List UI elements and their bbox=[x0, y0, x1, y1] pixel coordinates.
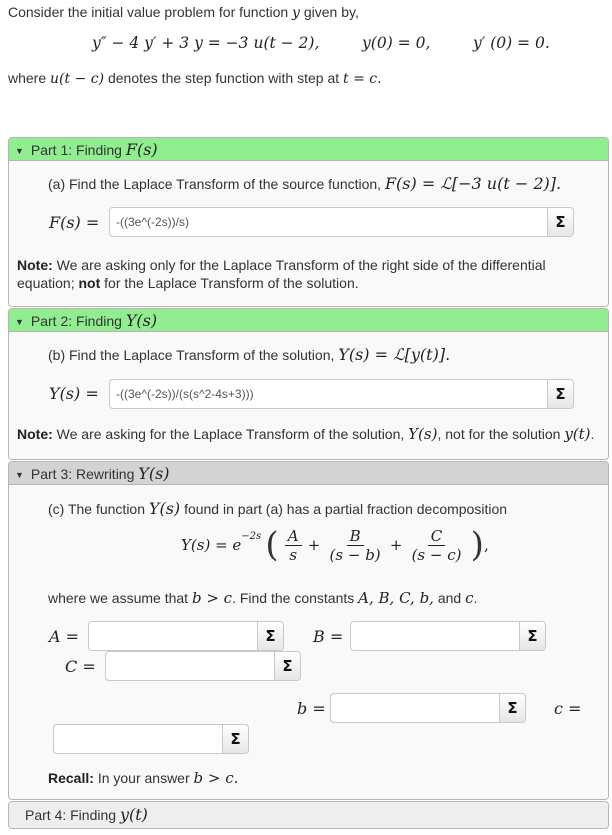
decomp-exponent: −2s bbox=[241, 530, 262, 542]
c-lower-label: c = bbox=[554, 699, 582, 718]
c-lower-sigma-button[interactable]: Σ bbox=[222, 725, 248, 753]
intro-text: Consider the initial value problem for function bbox=[8, 4, 289, 20]
part-4-header[interactable] bbox=[9, 802, 608, 829]
assume-vars: A, B, C, b, bbox=[358, 589, 434, 607]
note-text-2: for the Laplace Transform of the solution. bbox=[104, 275, 359, 291]
ode: y″ − 4 y′ + 3 y = −3 u(t − 2), bbox=[92, 34, 320, 52]
c-lower-answer-field bbox=[53, 724, 249, 754]
where-math: u(t − c) bbox=[50, 71, 105, 87]
question-a bbox=[48, 174, 561, 193]
recall-math: b > c. bbox=[193, 769, 239, 787]
assume-text: where we assume that bbox=[48, 590, 189, 606]
collapse-triangle-icon: ▼ bbox=[15, 317, 24, 327]
question-b-math: Y(s) = ℒ[y(t)]. bbox=[338, 345, 451, 364]
part-3-title-math: Y(s) bbox=[138, 464, 170, 483]
plus: + bbox=[307, 536, 321, 554]
y-of-s-label: Y(s) = bbox=[49, 384, 99, 403]
part-1-title: Part 1: Finding bbox=[30, 142, 122, 158]
question-a-math: F(s) = ℒ[−3 u(t − 2)]. bbox=[384, 174, 562, 193]
f-of-s-answer-field bbox=[109, 207, 574, 237]
y-of-s-answer-field bbox=[109, 379, 574, 409]
y-of-s-input[interactable] bbox=[110, 380, 547, 408]
plus: + bbox=[389, 536, 403, 554]
c-lower-input[interactable] bbox=[54, 725, 222, 753]
note-text: We are asking only for the Laplace Transform of the right side of the differential equation; bbox=[17, 257, 546, 291]
partial-fraction-decomposition: $Y(s) = e^{-2s}$ ( $\frac{A}{s}$ + $\frac{B}{(s - b)}$ + $\frac{C}{(s - c)}$ ), bbox=[181, 525, 489, 565]
fraction-a: $\frac{A}{s}$ bbox=[285, 527, 302, 564]
c-upper-label: C = bbox=[65, 657, 96, 676]
question-c bbox=[48, 499, 507, 518]
part-2-panel bbox=[8, 308, 609, 460]
recall-label: Recall: bbox=[48, 770, 94, 786]
part-3-title: Part 3: Rewriting bbox=[30, 466, 135, 482]
assume-text-3: and bbox=[437, 590, 462, 606]
part-3-panel bbox=[8, 461, 609, 800]
a-input[interactable] bbox=[89, 622, 257, 650]
question-c-text-2: found in part (a) has a partial fraction decomposition bbox=[184, 501, 508, 517]
a-label: A = bbox=[49, 627, 80, 646]
b-upper-label: B = bbox=[313, 627, 344, 646]
note-text: We are asking for the Laplace Transform of the solution, bbox=[56, 426, 405, 442]
part-2-title: Part 2: Finding bbox=[30, 313, 122, 329]
b-upper-sigma-button[interactable]: Σ bbox=[519, 622, 545, 650]
b-upper-input[interactable] bbox=[351, 622, 519, 650]
b-upper-answer-field bbox=[350, 621, 546, 651]
where-math-2: t = c. bbox=[343, 71, 382, 87]
f-of-s-sigma-button[interactable]: Σ bbox=[547, 208, 573, 236]
f-of-s-input[interactable] bbox=[110, 208, 547, 236]
initial-condition-2: y′ (0) = 0. bbox=[473, 34, 550, 52]
collapse-triangle-icon: ▼ bbox=[15, 470, 24, 480]
where-text: where bbox=[8, 70, 47, 86]
note-text-3: . bbox=[590, 426, 595, 442]
fraction-c: $\frac{C}{(s - c)}$ bbox=[411, 526, 462, 564]
note-math: Y(s) bbox=[408, 425, 438, 443]
c-upper-answer-field bbox=[105, 651, 301, 681]
part-4-panel bbox=[8, 801, 609, 829]
b-lower-answer-field bbox=[330, 693, 526, 723]
assume-math: b > c bbox=[191, 589, 233, 607]
question-c-text: (c) The function bbox=[48, 501, 146, 517]
intro-text-after: given by, bbox=[303, 4, 359, 20]
a-sigma-button[interactable]: Σ bbox=[257, 622, 283, 650]
step-function-note bbox=[8, 70, 382, 87]
recall-text: In your answer bbox=[97, 770, 190, 786]
decomp-lhs: Y(s) = e bbox=[181, 536, 242, 554]
note-text-2: , not for the solution bbox=[437, 426, 561, 442]
f-of-s-label: F(s) = bbox=[49, 213, 100, 232]
b-lower-label: b = bbox=[297, 699, 326, 718]
note-label: Note: bbox=[17, 257, 53, 273]
part-1-panel bbox=[8, 137, 609, 307]
ivp-equation bbox=[92, 34, 550, 53]
question-c-math: Y(s) bbox=[148, 499, 181, 518]
problem-intro bbox=[8, 4, 359, 21]
note-math-2: y(t) bbox=[564, 425, 591, 443]
question-a-text: (a) Find the Laplace Transform of the source function, bbox=[48, 176, 382, 192]
assume-text-2: . Find the constants bbox=[232, 590, 355, 606]
part-2-header[interactable] bbox=[9, 309, 608, 332]
part-4-title-math: y(t) bbox=[119, 805, 148, 824]
part-3-header[interactable] bbox=[9, 462, 608, 485]
part-1-title-math: F(s) bbox=[125, 140, 158, 159]
assume-last: c bbox=[465, 589, 474, 607]
b-lower-sigma-button[interactable]: Σ bbox=[499, 694, 525, 722]
where-text-2: denotes the step function with step at bbox=[107, 70, 340, 86]
note-not: not bbox=[78, 275, 101, 291]
c-upper-sigma-button[interactable]: Σ bbox=[274, 652, 300, 680]
question-b bbox=[48, 345, 450, 364]
fraction-b: $\frac{B}{(s - b)}$ bbox=[329, 526, 381, 564]
recall-note bbox=[48, 769, 238, 787]
a-answer-field bbox=[88, 621, 284, 651]
note-label: Note: bbox=[17, 426, 53, 442]
initial-condition-1: y(0) = 0, bbox=[362, 34, 431, 52]
assumption-text: where we assume that b > c. Find the constants A, B, C, b, and c. bbox=[48, 589, 478, 607]
collapse-triangle-icon: ▼ bbox=[15, 146, 24, 156]
part-2-note bbox=[17, 425, 609, 443]
y-of-s-sigma-button[interactable]: Σ bbox=[547, 380, 573, 408]
part-4-title: Part 4: Finding bbox=[25, 807, 117, 823]
part-2-title-math: Y(s) bbox=[125, 311, 158, 330]
part-1-header[interactable] bbox=[9, 138, 608, 161]
b-lower-input[interactable] bbox=[331, 694, 499, 722]
question-b-text: (b) Find the Laplace Transform of the solution, bbox=[48, 347, 335, 363]
c-upper-input[interactable] bbox=[106, 652, 274, 680]
part-1-note bbox=[17, 256, 597, 292]
intro-var: y bbox=[292, 5, 300, 21]
